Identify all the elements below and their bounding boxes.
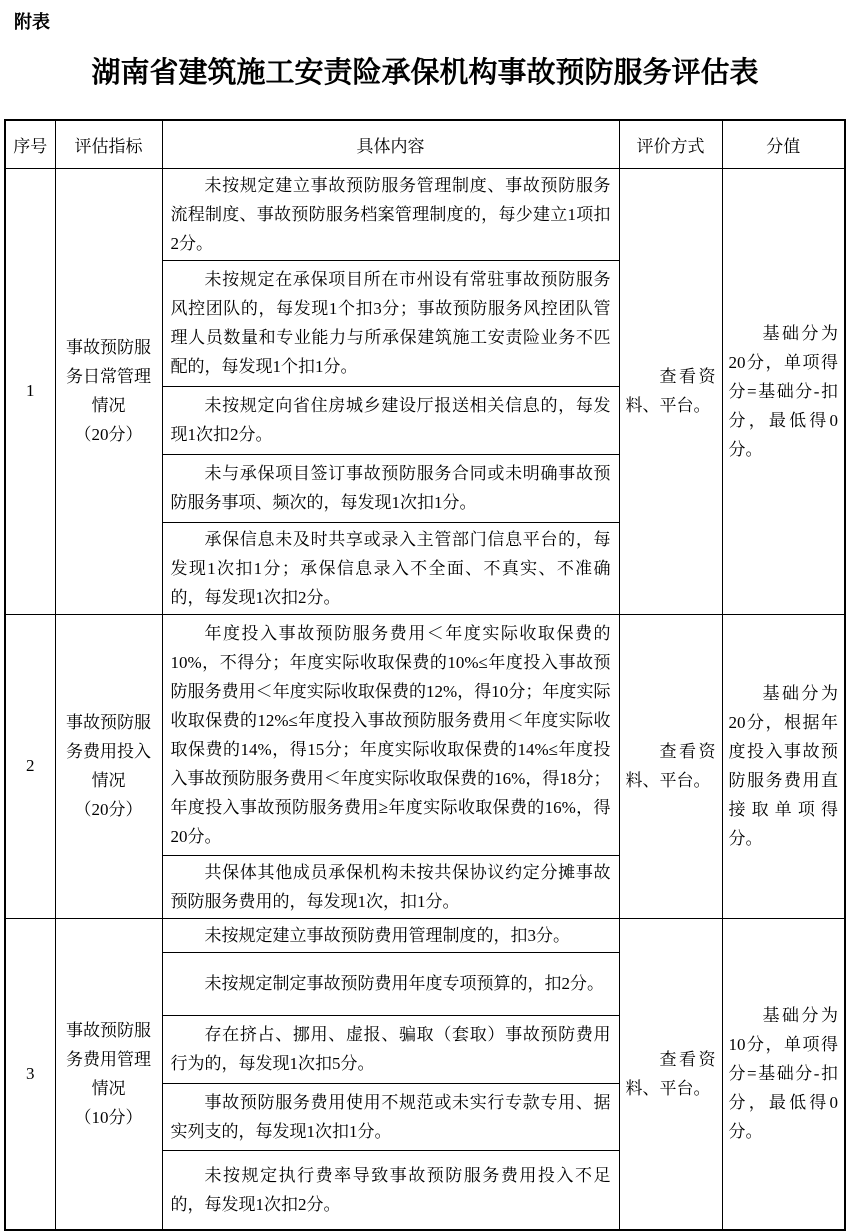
column-header-seq: 序号 xyxy=(5,120,55,168)
indicator-name: 事故预防服务费用投入情况 xyxy=(66,713,151,790)
method-cell-3: 查看资料、平台。 xyxy=(619,918,722,1230)
score-cell-1: 基础分为20分，单项得分=基础分-扣分，最低得0分。 xyxy=(722,168,845,614)
score-cell-3: 基础分为10分，单项得分=基础分-扣分，最低得0分。 xyxy=(722,918,845,1230)
column-header-method: 评价方式 xyxy=(619,120,722,168)
content-cell: 共保体其他成员承保机构未按共保协议约定分摊事故预防服务费用的，每发现1次，扣1分。 xyxy=(162,855,619,918)
indicator-cell-1 xyxy=(55,168,162,614)
column-header-score: 分值 xyxy=(722,120,845,168)
content-cell: 未与承保项目签订事故预防服务合同或未明确事故预防服务事项、频次的，每发现1次扣1分。 xyxy=(162,454,619,522)
annex-label: 附表 xyxy=(14,12,50,32)
table-row xyxy=(5,918,845,952)
content-cell: 事故预防服务费用使用不规范或未实行专款专用、据实列支的，每发现1次扣1分。 xyxy=(162,1083,619,1150)
table-row xyxy=(5,614,845,855)
indicator-score-note: （20分） xyxy=(74,425,143,444)
indicator-score-note: （10分） xyxy=(74,1107,143,1127)
score-cell-2: 基础分为20分，根据年度投入事故预防服务费用直接取单项得分。 xyxy=(722,614,845,918)
column-header-indicator: 评估指标 xyxy=(55,120,162,168)
content-cell: 未按规定向省住房城乡建设厅报送相关信息的，每发现1次扣2分。 xyxy=(162,386,619,454)
content-cell: 承保信息未及时共享或录入主管部门信息平台的，每发现1次扣1分；承保信息录入不全面、不真实、不准确的，每发现1次扣2分。 xyxy=(162,522,619,614)
content-cell: 未按规定制定事故预防费用年度专项预算的，扣2分。 xyxy=(162,952,619,1015)
seq-cell-1: 1 xyxy=(5,168,55,614)
evaluation-table xyxy=(4,119,846,1231)
indicator-cell-3 xyxy=(55,918,162,1230)
seq-cell-3: 3 xyxy=(5,918,55,1230)
method-cell-1: 查看资料、平台。 xyxy=(619,168,722,614)
content-cell: 未按规定执行费率导致事故预防服务费用投入不足的，每发现1次扣2分。 xyxy=(162,1150,619,1230)
indicator-name: 事故预防服务日常管理情况 xyxy=(66,338,151,415)
page-title: 湖南省建筑施工安责险承保机构事故预防服务评估表 xyxy=(91,57,759,89)
seq-cell-2: 2 xyxy=(5,614,55,918)
column-header-content: 具体内容 xyxy=(162,120,619,168)
table-row xyxy=(5,168,845,260)
indicator-score-note: （20分） xyxy=(74,800,143,819)
table-header-row xyxy=(5,120,845,168)
content-cell: 存在挤占、挪用、虚报、骗取（套取）事故预防费用行为的，每发现1次扣5分。 xyxy=(162,1015,619,1083)
indicator-cell-2 xyxy=(55,614,162,918)
content-cell: 未按规定在承保项目所在市州设有常驻事故预防服务风控团队的，每发现1个扣3分；事故预防服务风控团队管理人员数量和专业能力与所承保建筑施工安责险业务不匹配的，每发现1个扣1分。 xyxy=(162,260,619,386)
content-cell: 年度投入事故预防服务费用＜年度实际收取保费的10%，不得分；年度实际收取保费的10%≤年度投入事故预防服务费用＜年度实际收取保费的12%，得10分；年度实际收取保费的12%≤年度投入事故预防服务费用＜年度实际收取保费的14%，得15分；年度实际收取保费的14%≤年度投入事故预防服务费用＜年度实际收取保费的16%，得18分；年度投入事故预防服务费用≥年度实际收取保费的16%，得20分。 xyxy=(162,614,619,855)
content-cell: 未按规定建立事故预防服务管理制度、事故预防服务流程制度、事故预防服务档案管理制度的，每少建立1项扣2分。 xyxy=(162,168,619,260)
indicator-name: 事故预防服务费用管理情况 xyxy=(66,1020,151,1098)
content-cell: 未按规定建立事故预防费用管理制度的，扣3分。 xyxy=(162,918,619,952)
method-cell-2: 查看资料、平台。 xyxy=(619,614,722,918)
